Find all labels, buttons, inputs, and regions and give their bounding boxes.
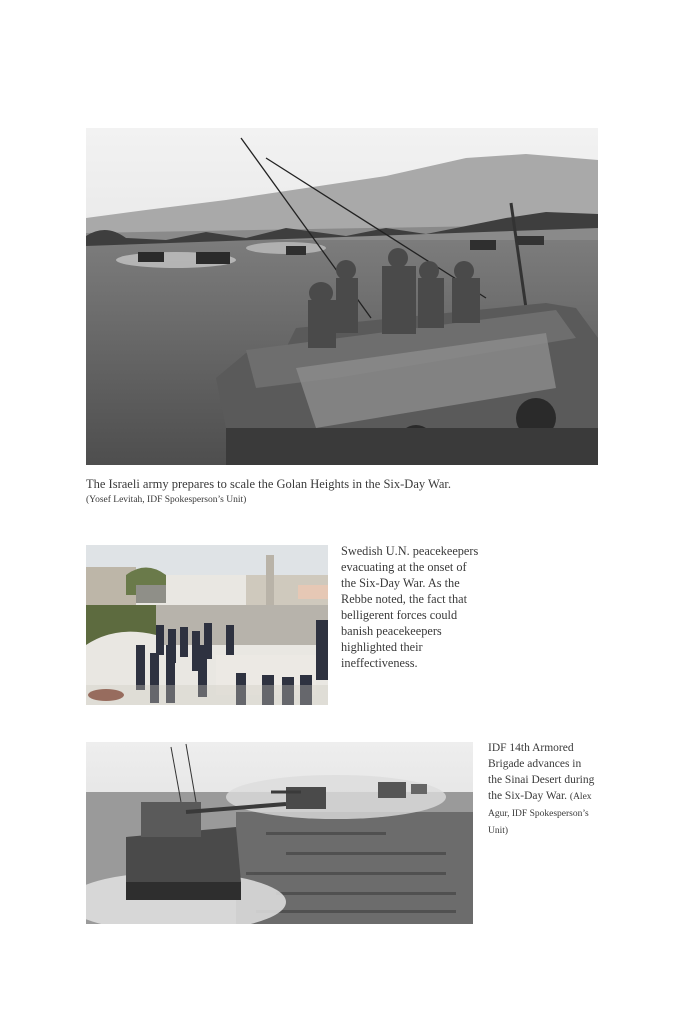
caption-sinai-credit: (Alex Agur, IDF Spokesperson’s Unit) xyxy=(488,792,592,836)
caption-golan-text: The Israeli army prepares to scale the Golan Heights in the Six-Day War. xyxy=(86,477,451,491)
caption-sinai-text: IDF 14th Armored Brigade advances in the Sinai Desert during the Six-Day War. xyxy=(488,742,595,802)
caption-golan-credit: (Yosef Levitah, IDF Spokesperson’s Unit) xyxy=(86,495,247,505)
photo-un-peacekeepers xyxy=(86,545,328,705)
photo-sinai-tanks xyxy=(86,742,473,924)
sinai-tanks-photo xyxy=(86,742,473,924)
caption-sinai xyxy=(488,740,598,839)
caption-golan xyxy=(86,476,606,508)
halftrack-golan-photo xyxy=(86,128,598,465)
photo-golan-halftrack xyxy=(86,128,598,465)
caption-un-peacekeepers: Swedish U.N. peacekeepers evacuating at the onset of the Six-Day War. As the Rebbe noted, the fact that belligerent forces could banish peacekeepers highlighted their ineffectiveness. xyxy=(341,544,479,670)
un-peacekeepers-photo xyxy=(86,545,328,705)
